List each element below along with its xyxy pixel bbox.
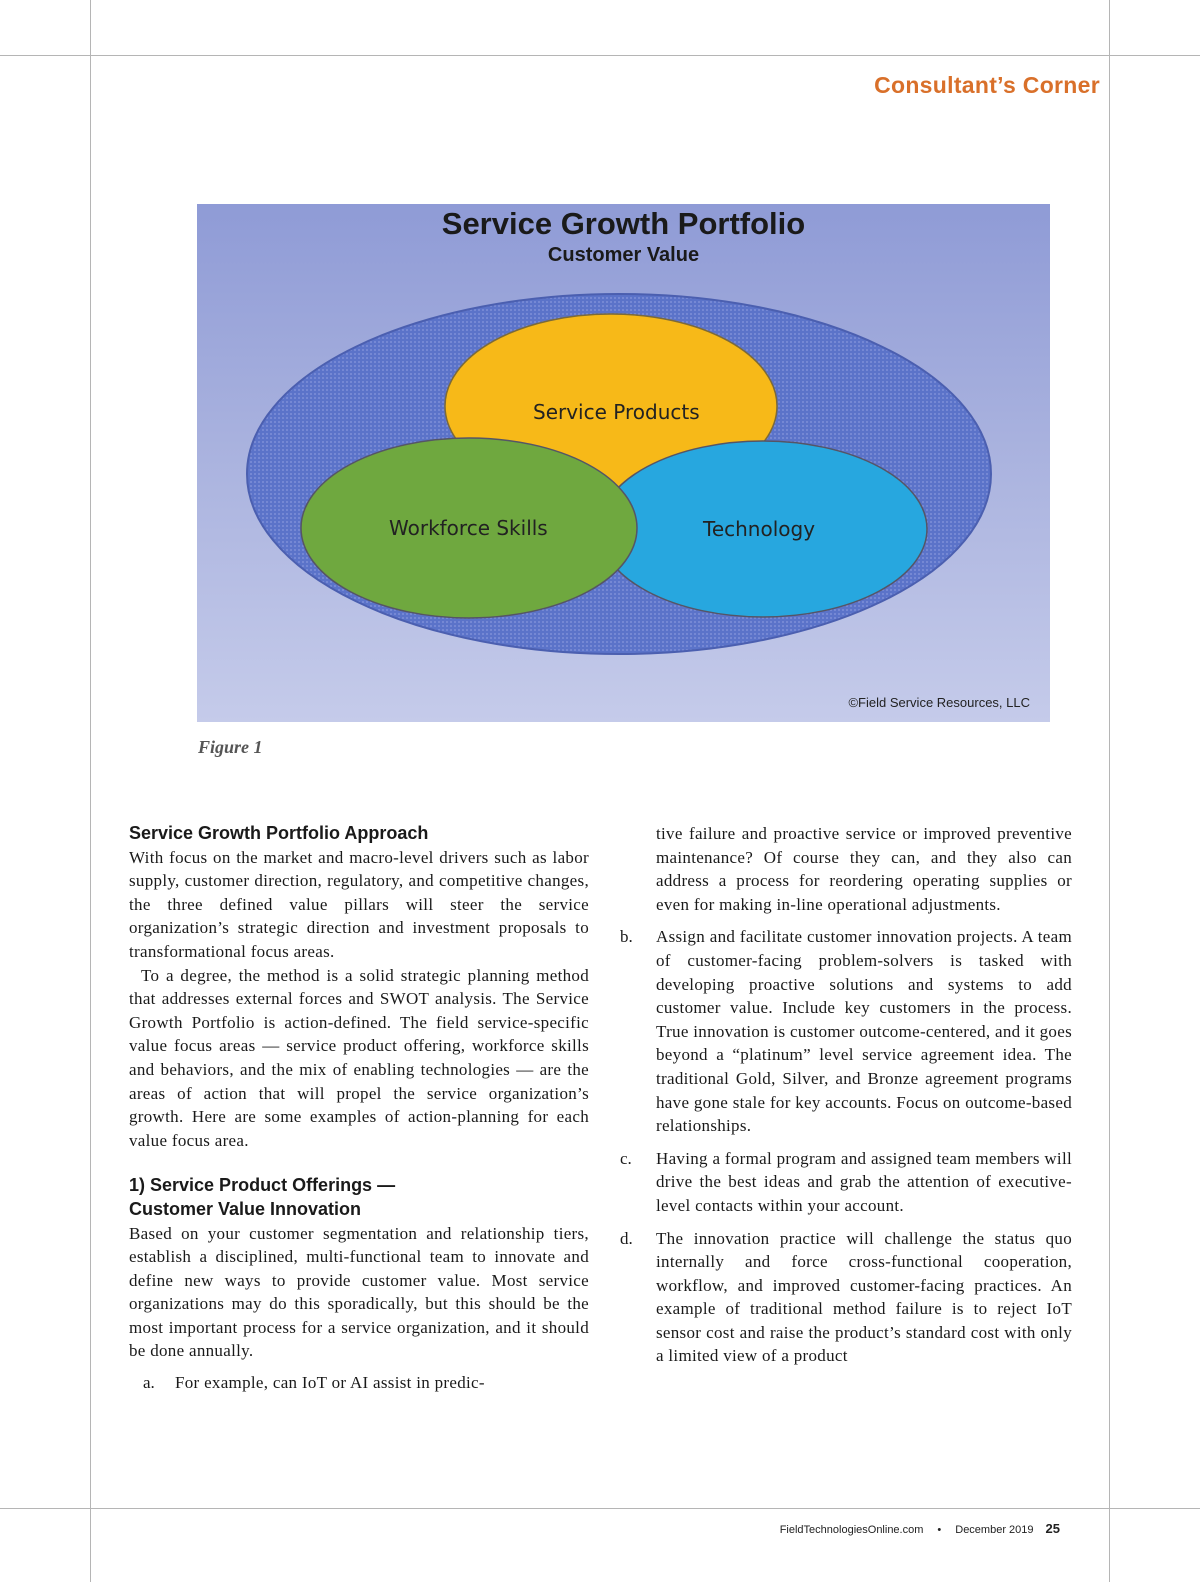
venn-diagram [197,204,1050,722]
figure-title: Service Growth Portfolio [441,206,806,241]
list-item-text: For example, can IoT or AI assist in predic- [175,1373,485,1393]
list-item-text: The innovation practice will challenge the status quo internally and force cross-functional cooperation, workflow, and improved customer-facing practices. An example of traditional method failure is to reject IoT sensor cost and raise the product’s standard cost with only a limited view of a product [656,1228,1072,1366]
list-item-continuation: tive failure and proactive service or improved preventive maintenance? Of course they can, and they also can address a process for reordering operating supplies or even for making in-line operational adjustments. [656,824,1072,914]
figure-copyright: ©Field Service Resources, LLC [848,695,1030,710]
footer-bullet: • [937,1524,942,1536]
list-marker: c. [620,1148,632,1168]
list-marker: b. [620,927,633,947]
list-item-text: Assign and facilitate customer innovation projects. A team of customer-facing problem-solvers is tasked with developing proactive solutions and systems to add customer value. Include key customers in the process. True innovation is customer outcome-centered, and it goes beyond a “platinum” level service agreement idea. The traditional Gold, Silver, and Bronze agreement programs have gone stale for key accounts. Focus on outcome-based relationships. [656,927,1072,1136]
list-item-text: Having a formal program and assigned team members will drive the best ideas and grab the attention of executive-level contacts within your account. [656,1148,1072,1215]
technology-label: Technology [703,517,816,541]
page-number: 25 [1045,1521,1060,1536]
figure-diagram [197,204,1050,722]
page-footer [780,1521,1060,1536]
list-item [620,1227,1072,1369]
bottom-rule [0,1508,1200,1509]
article-left-column [129,822,589,1395]
paragraph: With focus on the market and macro-level drivers such as labor supply, customer direction, regulatory, and competitive changes, the three defined value pillars will steer the service organization’s strategic direction and investment proposals to transformational focus areas. [129,847,589,961]
list-item [620,925,1072,1137]
list-marker: d. [620,1228,633,1248]
list-item [129,1371,589,1395]
figure-caption: Figure 1 [198,737,263,757]
subsection-heading [129,1174,589,1221]
right-margin-rule [1109,0,1110,1582]
paragraph: To a degree, the method is a solid strategic planning method that addresses external forces and SWOT analysis. The Service Growth Portfolio is action-defined. The field service-specific value focus areas — service product offering, workforce skills and behaviors, and the mix of enabling technologies — are the areas of action that will propel the service organization’s growth. Here are some examples of action-planning for each value focus area. [129,965,589,1150]
figure-subtitle: Customer Value [547,244,700,266]
subsection-heading-line: Customer Value Innovation [129,1198,362,1219]
subsection-heading-line: 1) Service Product Offerings — [129,1175,396,1196]
left-margin-rule [90,0,91,1582]
article-right-column [620,822,1072,1377]
footer-date: December 2019 [955,1524,1034,1536]
list-item [620,1147,1072,1218]
section-heading: Service Growth Portfolio Approach [129,823,429,843]
footer-site: FieldTechnologiesOnline.com [779,1524,924,1536]
list-marker: a. [143,1373,155,1393]
service-products-label: Service Products [533,400,700,424]
paragraph: Based on your customer segmentation and relationship tiers, establish a disciplined, multi-functional team to innovate and define new ways to provide customer value. Most service organizations may do this sporadically, but this should be the most important process for a service organization, and it should be done annually. [129,1223,589,1361]
top-rule [0,55,1200,56]
section-label: Consultant’s Corner [874,72,1100,98]
workforce-skills-label: Workforce Skills [389,516,548,540]
